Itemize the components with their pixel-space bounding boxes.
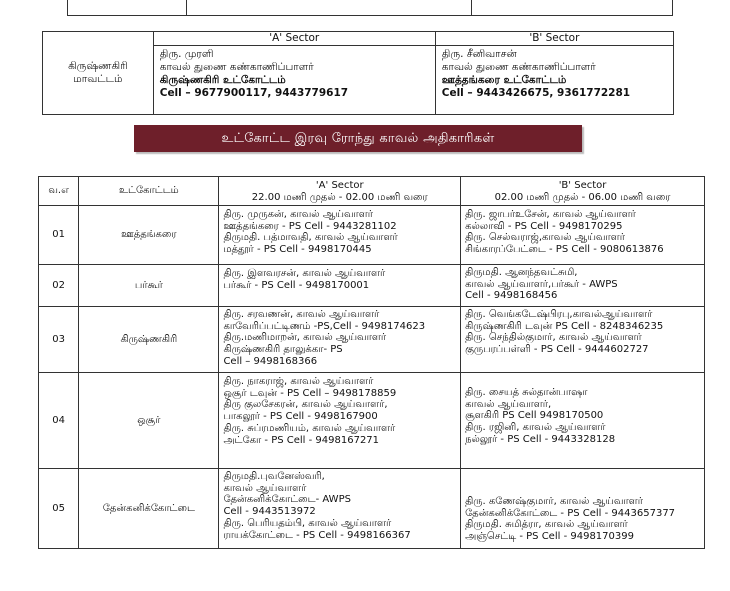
officer-line: கிருஷ்ணகிரி டவுன் PS Cell - 8248346235	[465, 320, 664, 332]
sector-a-designation: காவல் துணை கண்காணிப்பாளர்	[159, 61, 314, 73]
officer-line: திரு. செந்தில்குமார், காவல் ஆய்வாளர்	[465, 332, 642, 344]
row-subdivision: ஒசூர்	[79, 373, 219, 469]
header-sector-b	[461, 177, 705, 206]
row-sector-b-officers	[461, 469, 705, 549]
officer-line: நல்லூர் - PS Cell - 9443328128	[465, 433, 616, 445]
row-subdivision: பர்கூர்	[79, 265, 219, 307]
officer-line: சிங்காரப்பேட்டை - PS Cell - 9080613876	[465, 244, 664, 256]
officer-line: ஒசூர் டவுன் - PS Cell – 9498178859	[223, 387, 397, 399]
table-row	[39, 469, 705, 549]
sector-a-subdivision: கிருஷ்ணகிரி உட்கோட்டம்	[159, 74, 286, 86]
header-sector-b-time: 02.00 மணி முதல் - 06.00 மணி வரை	[494, 191, 671, 203]
row-number: 05	[39, 469, 79, 549]
officer-line: Cell - 9443513972	[223, 506, 316, 518]
row-subdivision: தேன்கனிக்கோட்டை	[79, 469, 219, 549]
sector-a-cell: Cell – 9677900117, 9443779617	[159, 87, 349, 99]
officer-line: பாகலூர் - PS Cell - 9498167900	[223, 411, 378, 423]
district-line-2: மாவட்டம்	[73, 73, 123, 85]
officer-line: திரு குலசேகரன், காவல் ஆய்வாளர்,	[223, 399, 388, 411]
row-sector-a-officers	[219, 307, 461, 373]
officer-line: திருமதி.புவனேஸ்வரி,	[223, 471, 325, 482]
row-sector-b-officers	[461, 307, 705, 373]
officer-line: தேன்கனிக்கோட்டை - PS Cell - 9443657377	[465, 507, 676, 519]
sector-a-header: 'A' Sector	[153, 32, 435, 46]
officer-line: கல்லாவி - PS Cell - 9498170295	[465, 220, 623, 232]
officer-line: பர்கூர் - PS Cell - 9498170001	[223, 279, 370, 291]
officer-line: திருமதி. பத்மாவதி, காவல் ஆய்வாளர்	[223, 232, 398, 244]
officer-line: குருபரப்பள்ளி - PS Cell - 9444602727	[465, 344, 649, 356]
row-number: 04	[39, 373, 79, 469]
row-sector-b-officers	[461, 373, 705, 469]
night-patrol-table	[38, 176, 705, 549]
officer-line: ஊத்தங்கரை - PS Cell - 9443281102	[223, 220, 397, 232]
officer-line: ராயக்கோட்டை - PS Cell - 9498166367	[223, 529, 411, 541]
officer-line: திரு. இளவரசன், காவல் ஆய்வாளர்	[223, 268, 386, 279]
officer-line: காவல் ஆய்வாளர்	[223, 482, 307, 494]
row-sector-b-officers	[461, 265, 705, 307]
officer-line: Cell - 9498168456	[465, 290, 558, 302]
sector-a-name: திரு. முரளி	[159, 48, 214, 60]
row-sector-b-officers	[461, 206, 705, 265]
row-sector-a-officers	[219, 373, 461, 469]
officer-line: சூளகிரி PS Cell 9498170500	[465, 410, 604, 422]
officer-line: கிருஷ்ணகிரி தாலுக்கா- PS	[223, 344, 343, 356]
officer-line: திரு.மணிமாறன், காவல் ஆய்வாளர்	[223, 332, 387, 344]
officer-line: திரு. வெங்கடேஷ்பிரபு,காவல்ஆய்வாளர்	[465, 309, 653, 320]
sector-b-cell: Cell – 9443426675, 9361772281	[441, 87, 631, 99]
section-banner: உட்கோட்ட இரவு ரோந்து காவல் அதிகாரிகள்	[134, 125, 582, 152]
header-sector-b-title: 'B' Sector	[558, 180, 607, 191]
officer-line: திரு. ரஜினி, காவல் ஆய்வாளர்	[465, 422, 606, 434]
row-subdivision: ஊத்தங்கரை	[79, 206, 219, 265]
header-no: வ.எ	[39, 177, 79, 206]
officer-line: திரு. முருகன், காவல் ஆய்வாளர்	[223, 209, 374, 220]
officer-line: காவேரிப்பட்டிணம் -PS,Cell - 9498174623	[223, 320, 426, 332]
row-number: 02	[39, 265, 79, 307]
officer-line: காவல் ஆய்வாளர்,	[465, 398, 552, 410]
row-sector-a-officers	[219, 265, 461, 307]
header-sector-a-time: 22.00 மணி முதல் - 02.00 மணி வரை	[251, 191, 428, 203]
row-number: 03	[39, 307, 79, 373]
sector-b-subdivision: ஊத்தங்கரை உட்கோட்டம்	[441, 74, 567, 86]
table-row	[39, 265, 705, 307]
row-sector-a-officers	[219, 469, 461, 549]
sector-a-officer	[153, 46, 435, 115]
officer-line: திரு. பெரியதம்பி, காவல் ஆய்வாளர்	[223, 517, 392, 529]
officer-line: திரு. கணேஷ்குமார், காவல் ஆய்வாளர்	[465, 496, 643, 507]
officer-line: திருமதி. ஆனந்தவட்சுமி,	[465, 267, 578, 278]
officer-line: மத்தூர் - PS Cell - 9498170445	[223, 244, 372, 256]
table-row	[39, 206, 705, 265]
officer-line: Cell – 9498168366	[223, 355, 318, 367]
district-line-1: கிருஷ்ணகிரி	[68, 60, 128, 72]
officer-line: திருமதி. சுமித்ரா, காவல் ஆய்வாளர்	[465, 519, 628, 531]
officer-line: அஞ்செட்டி - PS Cell - 9498170399	[465, 531, 634, 543]
officer-line: திரு. சரவணன், காவல் ஆய்வாளர்	[223, 309, 380, 320]
sector-b-designation: காவல் துணை கண்காணிப்பாளர்	[441, 61, 596, 73]
sector-b-name: திரு. சீனிவாசன்	[441, 48, 517, 60]
table-row	[39, 307, 705, 373]
previous-table-fragment	[67, 0, 673, 16]
district-cell	[43, 32, 154, 115]
officer-line: திரு. செல்வராஜ்,காவல் ஆய்வாளர்	[465, 232, 625, 244]
officer-line: திரு. ஜாபர்உசேன், காவல் ஆய்வாளர்	[465, 209, 636, 220]
header-subdivision: உட்கோட்டம்	[79, 177, 219, 206]
row-subdivision: கிருஷ்ணகிரி	[79, 307, 219, 373]
row-number: 01	[39, 206, 79, 265]
officer-line: திரு. சுப்ரமணியம், காவல் ஆய்வாளர்	[223, 422, 396, 434]
officer-line: அட்கோ - PS Cell - 9498167271	[223, 434, 380, 446]
officer-line: திரு. சையத் சுல்தான்பாஷா	[465, 387, 588, 398]
officer-line: திரு. நாகராஜ், காவல் ஆய்வாளர்	[223, 376, 374, 387]
officer-line: தேன்கனிக்கோட்டை- AWPS	[223, 494, 351, 506]
table-row	[39, 373, 705, 469]
row-sector-a-officers	[219, 206, 461, 265]
officer-line: காவல் ஆய்வாளர்,பர்கூர் - AWPS	[465, 278, 618, 290]
header-sector-a-title: 'A' Sector	[315, 180, 364, 191]
sector-officers-table	[42, 31, 674, 115]
sector-b-officer	[435, 46, 673, 115]
sector-b-header: 'B' Sector	[435, 32, 673, 46]
header-sector-a	[219, 177, 461, 206]
